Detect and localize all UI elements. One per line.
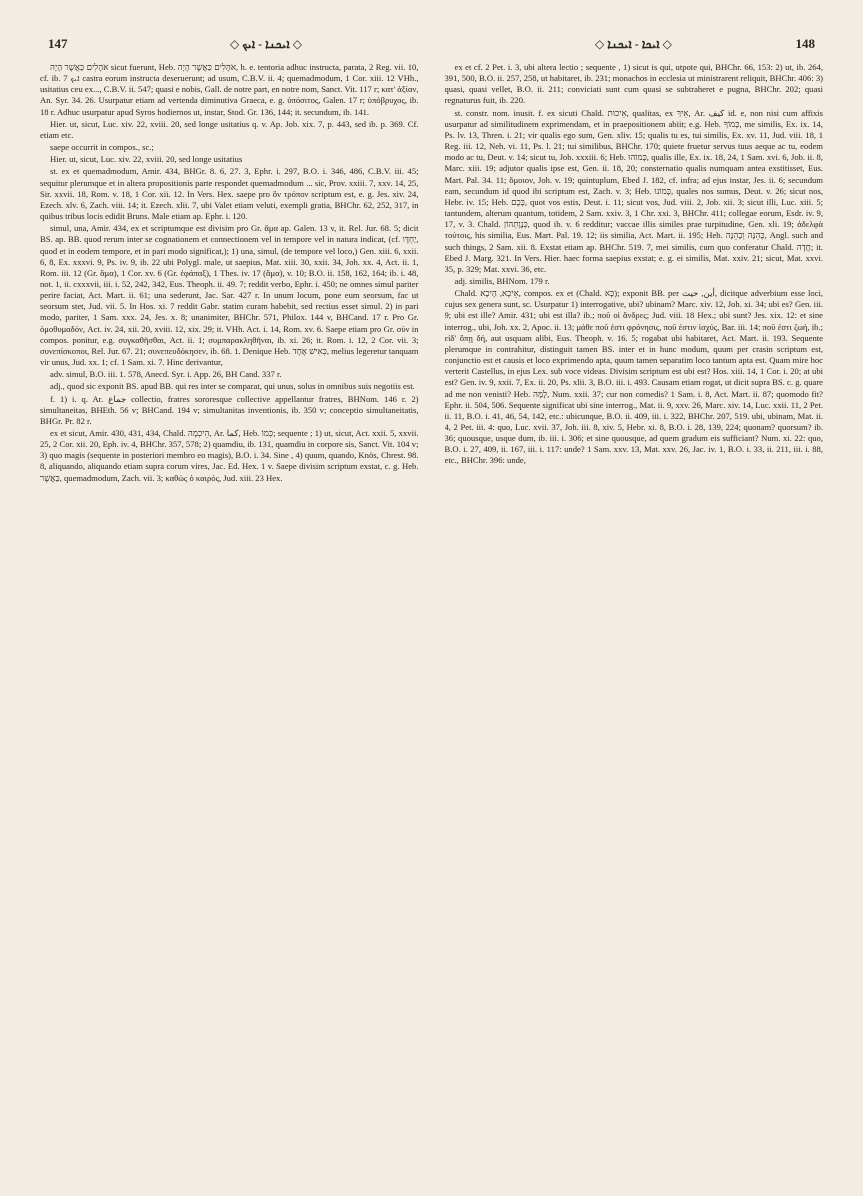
dictionary-entry: Chald. אֵיכָא, הָיכָא, compos. ex et (Chald. כָּא); exponit BB. per أين, حيث, dicitque adverbium esse loci, cujus sex genera sunt, sc. Usurpatur 1) interrogative, ubi? ubinam? Marc. xiv. 12, Joh. xi. 34; ubi es? Gen. iii. 9; ubi est ille? Amir. 431; ubi est illa? ib.; ποῦ οἱ ἄνδρες; Jud. viii. 18 Hex.; ubi sunt? Jes. xix. 12: et sine interrog., ubi, Joh. xx. 2, Apoc. ii. 13; μάθε ποῦ ἐστι φρόνησις, ποῦ ἐστιν ἰσχύς, Bar. iii. 14; ποῦ ἐστι ζωή, ib.; εἰδ' ὅπῃ δή, aut usquam alibi, Eus. Theoph. v. 16. 5; rogabat ubi habitaret, Act. Mart. ii. 193. Sequente plerumque in contrahitur, distinguit tamen BS. inter et in hunc modum, quum per crasin scriptum est, conjunctio est et causis et loco exprimendo apta, quum tamen separatim loco tantum apta est. Quam mire hoc verterit Castellus, in ejus Lex. sub voce videas. Divisim scriptum est ubi est? Hos. xiii. 14, 1 Cor. i. 20; at ubi est? Gen. iv. 9, xxii. 7, Ex. ii. 20, Ps. xlii. 3, B.O. iii. i. 493. Causam etiam rogat, ut dicit supra BS. c. g. quare ad me non venisti? Heb. לָמָּה, Num. xxii. 37; cur non comedis? 1 Sam. i. 8, Act. Mart. ii. 87; quomodo fit? Ephr. ii. 504, 506. Sequente significat ubi sine interrog., Mat. ii. 9, xxv. 26, Marc. xiv. 14, Luc. xxii. 11, 2 Pet. ii. 11, B.O. i. 41, 46, 54, 142, etc.: ubicunque, B.O. ii. 409, iii. i. 322, BHChr. 207, 519. ubi, ubinam, Mat. ii. 4, 2 Pet. iii. 4: quo, Luc. xvii. 37, Joh. iii. 8, xiv. 5, Hebr. xi. 8, B.O. i. 28, 139, 224; quonam? quorsum? ib. 36; quousque, usque dum, ib. iii. i. 306; et sine quousque, ad quem gradum eis sufficiant? Num. xi. 22: quo, B.O. i. 27, 409, ii. 167, iii. i. 117: unde? 1 Sam. xxv. 13, Mat. xxv. 26, Jac. iv. 1, B.O. i. 33, ii. 211, iii. i. 88, etc., BHChr. 396: unde, [444,288,823,466]
dictionary-entry: ex et sicut, Amir. 430, 431, 434, Chald. הֵיכְמָה, Ar. كما, Heb. כְּמוֹ; sequente ; 1) ut, sicut, Act. xxii. 5, xxvii. 25, 2 Cor. xii. 20, Eph. iv. 4, BHChr. 357, 578; 2) quamdiu, ib. 131, quamdiu in corpore sis, Sanct. Vit. 104 v; 3) quo magis (sequente in posteriori membro eo magis), B.O. i. 34. Sine , 4) quum, quando, Knös, Chrest. 98. 8, aliquando, aliquando etiam supra corum vires, Jac. Ed. Hex. 1 v. Saepe divisim scriptum exstat, c. g. Heb. כַּאֲשֶׁר, quemadmodum, Zach. vii. 3; καθὼς ὁ καιρός, Jud. xiii. 23 Hex. [40,428,419,483]
dictionary-entry: st. ex et quemadmodum, Amir. 434, BHGr. 8. 6, 27. 3, Ephr. i. 297, B.O. i. 346, 486, C.B.V. iii. 45; sequitur plerumque et in altera propositionis parte respondet quemadmodum ... sic, Prov. xxiii. 7, xxv. 14, 25, Sir. xxvii. 18, Rom. v. 18, 1 Cor. xii. 12. In Vers. Hex. saepe pro ὃν τρόπον scriptum est, e. g. Jes. xiv. 24, Ezech. xlv. 6, Zach. viii. 14; it. Ezech. xlii. 7, ubi Valet etiam veluti, exempli gratia, BHChr. 62, 252, 317, in quibus tribus locis edidit Bruns. Male etiam ap. Ephr. i. 120. [40,166,419,222]
dictionary-entry: adv. simul, B.O. iii. 1. 578, Anecd. Syr. i. App. 26, BH Cand. 337 r. [50,369,282,380]
dictionary-entry: Hier. ut, sicut, Luc. xiv. 22, xviii. 20, sed longe usitatius q. v. Ap. Job. xix. 7, p. 443, sed ib. p. 369. Cf. etiam etc. [40,118,419,140]
right-running-head: ◇ ܐܝܟܐ - ܐܝܟܢܐ ◇ [595,37,672,51]
left-page-number: 147 [48,36,68,51]
left-column [40,62,419,1172]
text-columns [40,62,823,1172]
dictionary-entry: adj. similis, BHNom. 179 r. [454,275,550,286]
dictionary-entry: Hier. ut, sicut, Luc. xiv. 22, xviii. 20, sed longe usitatius [50,154,243,165]
dictionary-entry: אֹהָלִים כַּאֲשֶׁר הָיָה sicut fuerunt, Heb. אֹהָלִים כַּאֲשֶׁר הָיָה, h. e. tentoria adhuc instructa, parata, 2 Reg. vii. 10, cf. ib. 7 ܐܝܟ castra eorum instructa deseruerunt; ad usum, C.B.V. ii. 4; quemadmodum, 1 Cor. xiii. 12 VHh., usitatius ceu ex..., C.B.V. ii. 547; quasi e nobis, Gall. de notre part, en notre nom, Sanct. Vit. 117 r; κατ' ἀξίαν, An. Syr. 34. 26. Usurpatur etiam ad vertenda diminutiva Graeca, e. g. ὑπόσιτος, Galen. 17 r; ὑπόβρυχος, ib. 18 r. Adhuc usurpatur apud Syros hodiernos ut, instar, Stod. Gr. 136, 144; it. secundum, ib. 141. [40,62,419,117]
dictionary-entry: f. 1) i. q. Ar. جماع collectio, fratres sororesque collective appellantur fratres, BHNom. 146 r. 2) simultaneitas, BHEth. 56 v; BHCand. 194 v; simultanitas inventionis, ib. 350 v; conceptio simultaneitatis, BHGr. Pr. 82 r. [40,393,419,426]
dictionary-entry: saepe occurrit in compos., sc.; [50,142,154,153]
dictionary-entry: ex et cf. 2 Pet. i. 3, ubi altera lectio ; sequente , 1) sicut is qui, utpote qui, BHChr. 66, 153: 2) ut, ib. 264, 391, 500, B.O. ii. 257, 258, ut habitaret, ib. 231; monachos in ecclesia ut ministrarent reliquit, BHChr. 406: 3) quasi, quasi vellet, B.O. ii. 211; conviciati sunt cum quasi se subtraheret e pugna, BHChr. 202; quasi regnaturus fuit, ib. 220. [444,62,823,106]
dictionary-entry: simul, una, Amir. 434, ex et scriptumque est divisim pro Gr. ἅμα ap. Galen. 13 v, it. Rel. Jur. 68. 5; dicit BS. ap. BB. quod rerum inter se cognationem et connectionem vel in tempore vel in natura indicat, (cf. יַחְדָּו, quod et in eodem tempore, et in pari modo significat,); 1) una, simul, (de tempore vel loco,) Gen. xiii. 6, xxii. 6, 8, Ex. xxxvi. 9, Ps. iv. 9, ib. 22 ubi Polygl. male, ut saepius, Mat. xiii. 30, xxii. 34, Joh. xx. 4, Act. ii. 1, Rom. iii. 12 (Gr. ἅμα), 1 Cor. xv. 6 (Gr. ἐφάπαξ), 1 Thes. iv. 17 (ἅμα), v. 10; B.O. ii. 158, 162, 164; ib. i. 48, not. 1, ii. cxxxvii, iii. i. 52, 242, 342, Eus. Theoph. ii. 49. 7; reddit verbo, Ephr. i. 450; ne omnes simul pariter perire faciat, Act. Mart. ii. 61; una sederunt, Jac. Sar. 427 r. In unum locum, pone eum seorsum, fac ut seorsum stet, Jud. vii. 5. In Hos. xi. 7 reddit Gabr. statim curam habebit, sed rectius esset simul. 2) in pari modo, pariter, 1 Sam. xxx. 24, Jes. x. 8; unanimiter, BHChr. 571, Philox. 144 v, BHCand. 17 r. Pro Gr. ὁμοθυμαδόν, Act. iv. 24, xii. 20, xviii. 12, xix. 29; it. VHh. Act. i. 14, Rom. xv. 6. Saepe etiam pro Gr. σὺν in compos. ponitur, e.g. συγκαθῆσθαι, Act. ii. 1; συμπαρακληθῆναι, ib. xi. 26; it. Rom. i. 12, 2 Cor. vii. 3; συνεπίσκοποι, Rel. Jur. 67. 21; συνεπευδόκησεν, ib. 68. 1. Denique Heb. כְּאִישׁ אֶחָד, melius legeretur tanquam vir unus, Jud. xx. 1; cf. 1 Sam. xi. 7. Hinc derivantur, [40,223,419,368]
page-header [40,28,823,58]
left-running-head: ◇ ܐܝܟܢܐ - ܐܝܟ ◇ [230,37,302,51]
dictionary-entry: adj., quod sic exponit BS. apud BB. qui res inter se comparat, qui unus, solus in omnibus suis negotiis est. [50,381,415,392]
right-column [445,62,824,1172]
right-page-number: 148 [795,36,815,51]
dictionary-entry: st. constr. nom. inusit. f. ex sicuti Chald. אֵיכוּת, qualitas, ex אֵיךְ, Ar. كيف id. e, non nisi cum affixis usurpatur ad similitudinem exprimendam, et in praepositionem abiit; e.g. Heb. כָּמוֹךָ, me similis, Ex. ix. 14, Ps. lv. 13, Thren. i. 21; vir qualis ego sum, Gen. xliv. 15; qualis tu es, tui similis, Ex. xv. 11, Jud. viii. 18, 1 Reg. iii. 12, Neh. vi. 11, Ps. l. 21; tui similibus, BHChr. 170; quiete fruetur servus tuus aeque ac tu, eodem modo ac tu, Deut. v. 14; sicut tu, Job. xxxiii. 6; Heb. כָּמוֹהוּ, qualis ille, Ex. ix. 18, 24, 1 Sam. xvi. 6, Job. ii. 8, Marc. xiii. 19; adjutor qualis ipse est, Gen. ii. 18, 20; consternatio qualis numquam antea exstitisset, Eus. Mart. Pal. 34. 11; ὅμοιον, Joh. v. 19; quintuplum, Ebed J. 182, cf. infra; ad ejus instar, Jes. ii. 6; secundum eam, secundum id quod ibi scriptum est, Zach. v. 3; Heb. כָּמוֹנוּ, quales nos sumus, Deut. v. 26; sicut nos, Hebr. iv. 15; Heb. כָּכֶם, quot vos estis, Deut. i. 11; sicut vos, Jud. viii. 2, Job. xii. 3; sicut illi, Luc. xiii. 5; tantundem, alterum quantum, totidem, 2 Sam. xxiv. 3, 1 Chr. xxi. 3, BHChr. 411; collegae eorum, Esdr. iv. 9, 17, v. 3. Chald. כְּנָוָתְהוֹן, quod ib. v. 6 redditur; vaccae illis similes prae turpitudine, Gen. xli. 19; ἀδελφὰ τούτοις, his similia, Eus. Mart. Pal. 19. 12; iis similia, Act. Mart. ii. 195; Heb. כָּהֵנָּה וְכָהֵנָּה, Angl. such and such things, 2 Sam. xii. 8. Exstat etiam ap. BHChr. 519. 7, mei similis, cum quo conferatur Chald. חֲדָה; it. Ebed J. Marg. 321. In Vers. Hier. haec forma saepius exstat; e. g. ei similis, Mat. xxiv. 21; sicut, Mat. xxvi. 35, p. 329; Mat. xxvi. 36, etc. [444,107,823,274]
